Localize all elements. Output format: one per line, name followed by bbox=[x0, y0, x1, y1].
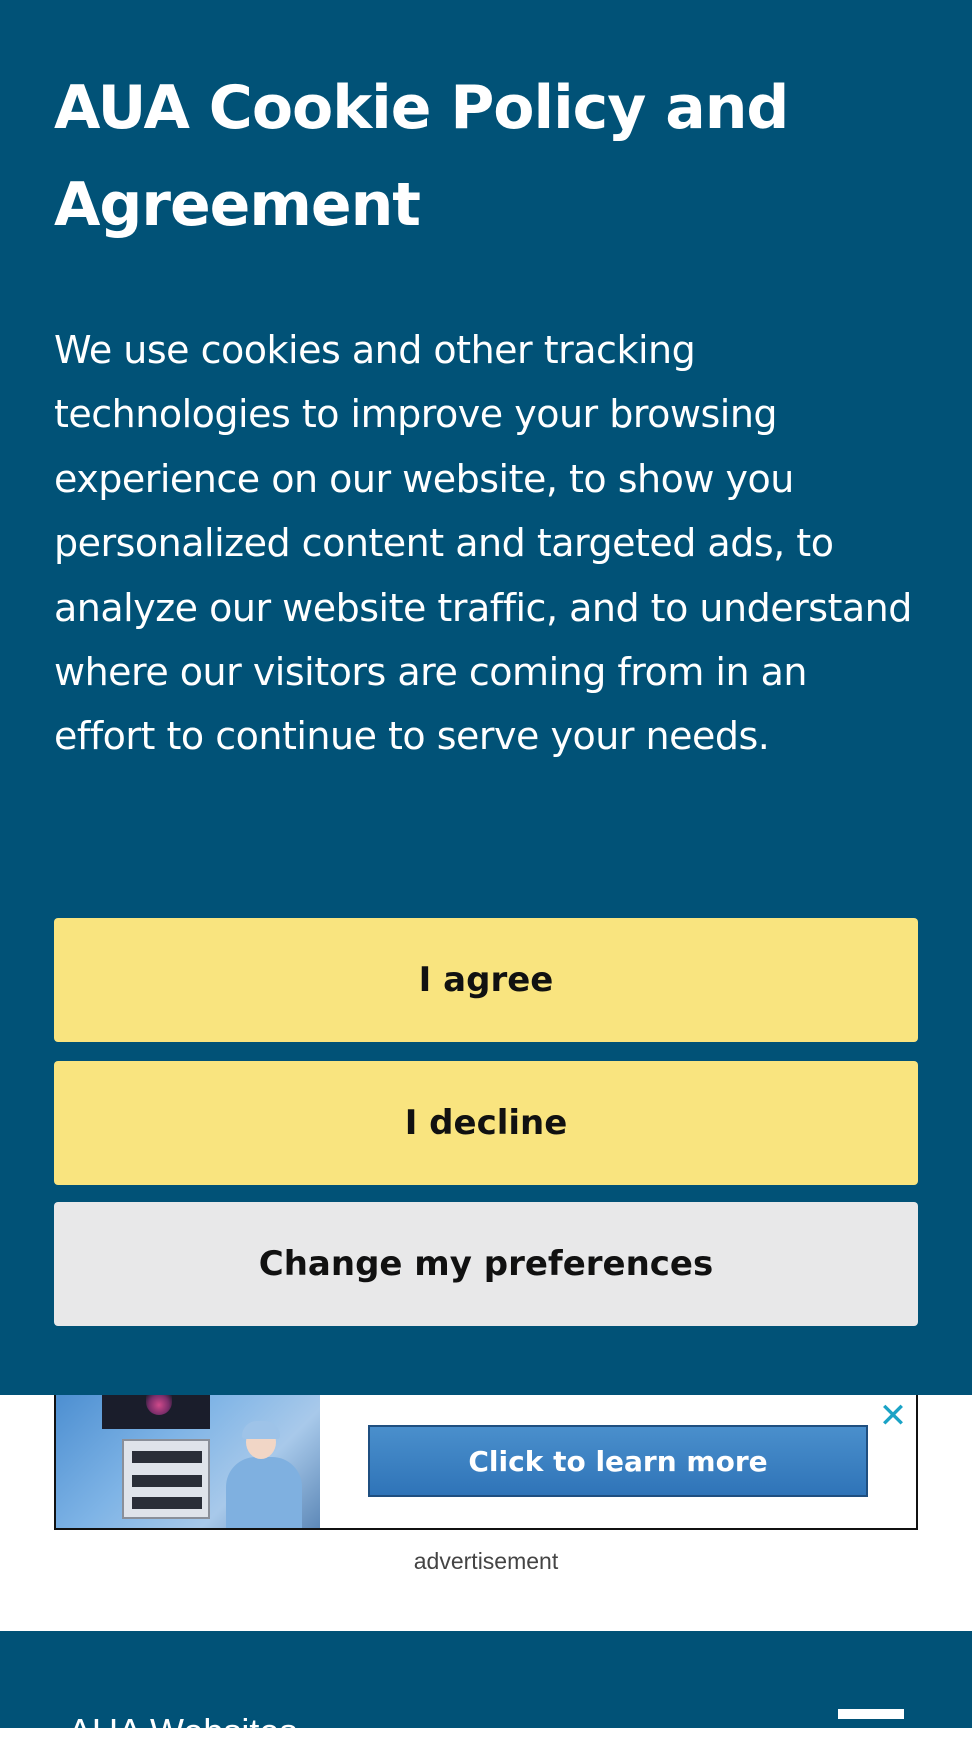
close-icon[interactable]: ✕ bbox=[878, 1396, 908, 1436]
menu-icon[interactable] bbox=[838, 1709, 904, 1719]
cookie-title: AUA Cookie Policy and Agreement bbox=[54, 73, 789, 240]
cookie-description: We use cookies and other tracking technologies to improve your browsing experience on our website, to show you personalized content and targeted ads, to analyze our website traffic, and to understand where our visitors are coming from in an effort to continue to serve your needs. bbox=[54, 328, 912, 759]
chevron-down-icon[interactable]: ⌄ bbox=[368, 1711, 395, 1749]
aua-websites-toggle[interactable]: AUA Websites bbox=[68, 1711, 298, 1752]
agree-button[interactable]: I agree bbox=[54, 918, 918, 1042]
ad-monitor-graphic bbox=[102, 1395, 210, 1429]
ad-learn-more-button[interactable]: Click to learn more bbox=[368, 1425, 868, 1497]
decline-button[interactable]: I decline bbox=[54, 1061, 918, 1185]
ad-equipment-graphic bbox=[122, 1439, 210, 1519]
footer bbox=[0, 1631, 972, 1752]
change-preferences-button[interactable]: Change my preferences bbox=[54, 1202, 918, 1326]
advertisement-label: advertisement bbox=[413, 1548, 559, 1574]
ad-image[interactable] bbox=[56, 1395, 320, 1528]
advertisement-banner[interactable] bbox=[54, 1395, 918, 1530]
ad-surgeon-graphic bbox=[226, 1457, 302, 1528]
